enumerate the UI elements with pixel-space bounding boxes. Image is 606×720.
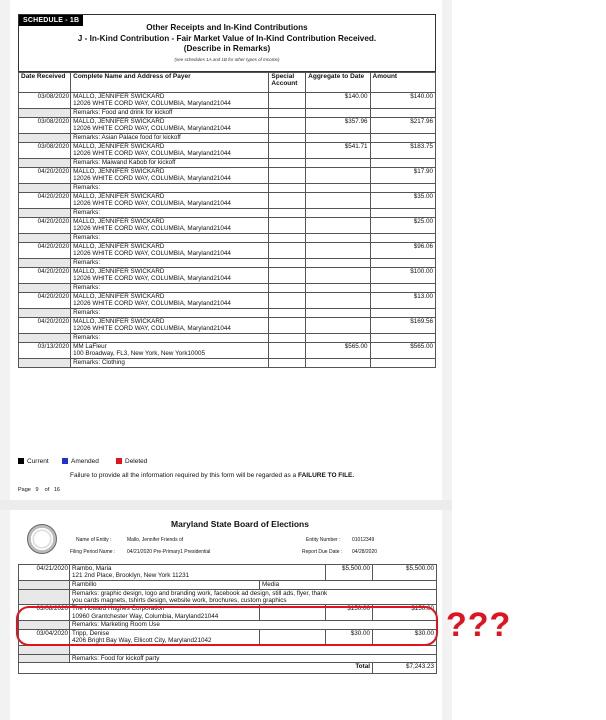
table-row — [19, 581, 437, 590]
table-row-remarks — [19, 209, 436, 218]
row-special — [269, 93, 306, 109]
row-aggregate: $5,500.00 — [326, 565, 373, 581]
table-row-remarks — [19, 134, 436, 143]
table-row — [19, 118, 436, 134]
table-row-remarks — [19, 259, 436, 268]
row-aggregate: $357.96 — [306, 118, 370, 134]
row-special — [269, 318, 306, 334]
row-remarks: Remarks: — [71, 259, 269, 268]
table-row — [19, 565, 437, 581]
row-remarks: Remarks: graphic design, logo and branding work, facebook ad design, still ads, flyer, thank you cards magnets, tshirts design, website work, brochures, custom graphics — [70, 590, 437, 605]
row-remarks: Remarks: Food and drink for kickoff — [71, 109, 269, 118]
row-date: 03/13/2020 — [19, 343, 71, 359]
question-marks-annotation: ??? — [446, 606, 512, 644]
row-amount: $25.00 — [370, 218, 435, 234]
table-row — [19, 93, 436, 109]
legend-current: Current — [18, 458, 49, 465]
report-due-value: 04/28/2020 — [352, 549, 378, 555]
row-payer: MM LaFleur 100 Broadway, FL3, New York, New York10005 — [71, 343, 269, 359]
row-date: 04/20/2020 — [19, 318, 71, 334]
row-aggregate — [306, 318, 370, 334]
table-row-remarks — [19, 334, 436, 343]
row-remarks: Remarks: — [71, 234, 269, 243]
failure-notice: Failure to provide all the information required by this form will be regarded as a FAILURE TO FILE. — [70, 472, 355, 479]
schedule-instruction: (Describe in Remarks) — [183, 44, 271, 53]
row-special — [269, 168, 306, 184]
header-date: Date Received — [19, 73, 71, 93]
row-remarks: Remarks: — [71, 184, 269, 193]
row-amount: $150.00 — [373, 605, 437, 621]
row-payer: MALLO, JENNIFER SWICKARD 12026 WHITE CORD WAY, COLUMBIA, Maryland21044 — [71, 143, 269, 159]
row-payer: MALLO, JENNIFER SWICKARD 12026 WHITE CORD WAY, COLUMBIA, Maryland21044 — [71, 118, 269, 134]
document-page-9 — [10, 6, 442, 500]
table-row — [19, 268, 436, 284]
table-row-remarks — [19, 309, 436, 318]
row-special — [269, 268, 306, 284]
filing-period-label: Filing Period Name : — [70, 549, 116, 555]
row-amount: $169.56 — [370, 318, 435, 334]
board-title: Maryland State Board of Elections — [171, 519, 309, 529]
row-special — [269, 343, 306, 359]
row-date: 04/20/2020 — [19, 268, 71, 284]
header-name: Complete Name and Address of Payer — [71, 73, 269, 93]
row-date: 04/20/2020 — [19, 168, 71, 184]
filing-period-value: 04/21/2020 Pre-Primary1 Presidential — [127, 549, 211, 555]
table-row — [19, 218, 436, 234]
legend-current-swatch — [18, 458, 24, 464]
row-payer: MALLO, JENNIFER SWICKARD 12026 WHITE CORD WAY, COLUMBIA, Maryland21044 — [71, 293, 269, 309]
legend-deleted: Deleted — [116, 458, 147, 465]
row-date: 04/20/2020 — [19, 243, 71, 259]
table-row-remarks — [19, 109, 436, 118]
table-row-remarks — [19, 284, 436, 293]
total-value: $7,243.23 — [373, 662, 437, 673]
row-amount: $5,500.00 — [373, 565, 437, 581]
row-date: 03/08/2020 — [19, 93, 71, 109]
table-header-row — [19, 73, 436, 93]
in-kind-contributions-table — [18, 72, 436, 368]
left-gutter — [0, 0, 10, 720]
table-row — [19, 318, 436, 334]
row-amount: $13.00 — [370, 293, 435, 309]
header-aggregate: Aggregate to Date — [306, 73, 370, 93]
row-amount: $30.00 — [373, 629, 437, 645]
row-date: 03/08/2020 — [19, 143, 71, 159]
row-payer: MALLO, JENNIFER SWICKARD 12026 WHITE CORD WAY, COLUMBIA, Maryland21044 — [71, 318, 269, 334]
row-payer: MALLO, JENNIFER SWICKARD 12026 WHITE CORD WAY, COLUMBIA, Maryland21044 — [71, 268, 269, 284]
table-row — [19, 143, 436, 159]
row-aggregate: $30.00 — [326, 629, 373, 645]
row-special — [269, 143, 306, 159]
row-special — [269, 293, 306, 309]
row-remarks: Remarks: Marketing Room Use — [70, 621, 437, 629]
row-amount: $217.96 — [370, 118, 435, 134]
row-special — [269, 243, 306, 259]
row-remarks: Remarks: Food for kickoff party — [70, 654, 437, 662]
row-remarks: Remarks: — [71, 309, 269, 318]
state-seal-icon — [27, 524, 57, 554]
table-row-remarks — [19, 359, 436, 368]
row-aggregate — [306, 193, 370, 209]
entity-number-label: Entity Number : — [306, 537, 341, 543]
row-special — [269, 118, 306, 134]
entity-name-value: Mallo, Jennifer Friends of — [127, 537, 184, 543]
table-row-remarks — [19, 184, 436, 193]
row-date: 03/08/2020 — [19, 605, 70, 621]
table-row-remarks — [19, 234, 436, 243]
legend-amended: Amended — [62, 458, 99, 465]
row-date: 04/20/2020 — [19, 218, 71, 234]
row-payer: MALLO, JENNIFER SWICKARD 12026 WHITE CORD WAY, COLUMBIA, Maryland21044 — [71, 168, 269, 184]
row-aggregate — [306, 168, 370, 184]
row-payer: MALLO, JENNIFER SWICKARD 12026 WHITE CORD WAY, COLUMBIA, Maryland21044 — [71, 93, 269, 109]
row-amount: $183.75 — [370, 143, 435, 159]
table-row — [19, 645, 437, 654]
schedule-header — [18, 14, 436, 72]
row-date: 04/20/2020 — [19, 293, 71, 309]
row-amount: $140.00 — [370, 93, 435, 109]
row-payer: MALLO, JENNIFER SWICKARD 12026 WHITE CORD WAY, COLUMBIA, Maryland21044 — [71, 218, 269, 234]
table-row — [19, 293, 436, 309]
row-amount: $96.06 — [370, 243, 435, 259]
row-remarks: Remarks: Maiwand Kabob for kickoff — [71, 159, 269, 168]
row-amount: $100.00 — [370, 268, 435, 284]
row-date: 03/08/2020 — [19, 118, 71, 134]
total-row — [19, 662, 437, 673]
row-amount: $17.90 — [370, 168, 435, 184]
row-amount: $35.00 — [370, 193, 435, 209]
row-payer: Tripp, Denise 4206 Bright Bay Way, Ellicott City, Maryland21042 — [70, 629, 260, 645]
entity-number-value: 01012349 — [352, 537, 375, 543]
table-row — [19, 193, 436, 209]
row-date: 04/20/2020 — [19, 193, 71, 209]
header-special: Special Account — [269, 73, 306, 93]
row-aggregate: $541.71 — [306, 143, 370, 159]
row-aggregate: $140.00 — [306, 93, 370, 109]
page-number: Page 9 of 16 — [18, 487, 60, 493]
row-special — [269, 218, 306, 234]
row-date: 03/04/2020 — [19, 629, 70, 645]
table-row — [19, 168, 436, 184]
table-row — [19, 654, 437, 662]
entity-name-label: Name of Entity : — [76, 537, 112, 543]
row-payer: MALLO, JENNIFER SWICKARD 12026 WHITE CORD WAY, COLUMBIA, Maryland21044 — [71, 243, 269, 259]
page-gap — [0, 500, 452, 510]
report-due-label: Report Due Date : — [302, 549, 343, 555]
table-row — [19, 243, 436, 259]
row-remarks: Remarks: — [71, 284, 269, 293]
row-special — [269, 193, 306, 209]
schedule-note: (see schedules 1A and 1B for other types of Income) — [174, 57, 280, 62]
row-remarks: Remarks: — [71, 209, 269, 218]
row-payer: MALLO, JENNIFER SWICKARD 12026 WHITE CORD WAY, COLUMBIA, Maryland21044 — [71, 193, 269, 209]
schedule-subtitle: J - In-Kind Contribution - Fair Market Value of In-Kind Contribution Received. — [77, 34, 377, 43]
row-aggregate — [306, 243, 370, 259]
row-payer: The Howard Hughes Corporation 10960 Grantchester Way, Columbia, Maryland21044 — [70, 605, 260, 621]
row-remarks: Remarks: — [71, 334, 269, 343]
row-aggregate — [306, 268, 370, 284]
row-remarks: Remarks: Asian Palace food for kickoff — [71, 134, 269, 143]
schedule-title: Other Receipts and In-Kind Contributions — [146, 23, 308, 32]
row-aggregate — [306, 218, 370, 234]
table-row-remarks — [19, 159, 436, 168]
row-remarks: Remarks: Clothing — [71, 359, 269, 368]
header-amount: Amount — [370, 73, 435, 93]
row-aggregate: $565.00 — [306, 343, 370, 359]
legend-deleted-swatch — [116, 458, 122, 464]
row-payee: Rambillo — [70, 581, 260, 590]
red-highlight-outline — [16, 606, 438, 646]
row-amount: $565.00 — [370, 343, 435, 359]
total-label: Total — [19, 662, 373, 673]
table-row — [19, 343, 436, 359]
row-payer: Rambo, Maria 121 2nd Place, Brooklyn, New York 11231 — [70, 565, 326, 581]
table-row — [19, 590, 437, 605]
row-category: Media — [260, 581, 437, 590]
row-date: 04/21/2020 — [19, 565, 70, 581]
legend-amended-swatch — [62, 458, 68, 464]
row-aggregate: $150.00 — [326, 605, 373, 621]
row-aggregate — [306, 293, 370, 309]
schedule-tag: SCHEDULE - 1B — [19, 15, 83, 26]
